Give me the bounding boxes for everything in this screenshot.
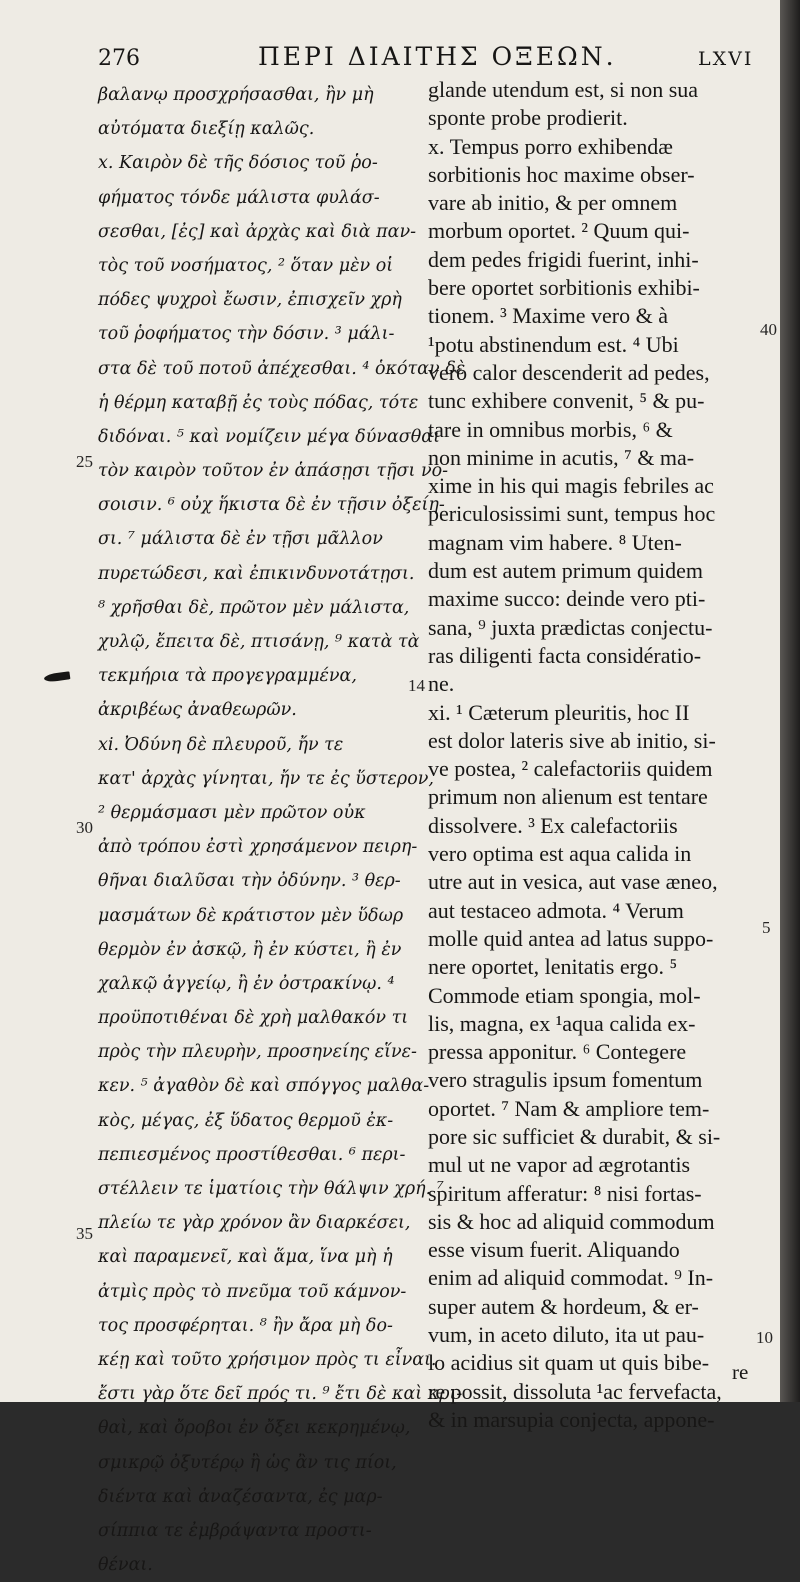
greek-line: τος προσφέρηται. ⁸ ἢν ἄρα μὴ δο- — [98, 1315, 393, 1336]
greek-line: φήματος τόνδε μάλιστα φυλάσ- — [98, 187, 380, 208]
latin-line: periculosissimi sunt, tempus hoc — [428, 501, 716, 527]
greek-line: χαλκῷ ἀγγείῳ, ἢ ἐν ὀστρακίνῳ. ⁴ — [98, 973, 395, 994]
latin-line: bere oportet sorbitionis exhibi- — [428, 275, 700, 301]
latin-line: spiritum afferatur: ⁸ nisi fortas- — [428, 1180, 702, 1206]
latin-line: sorbitionis hoc maxime obser- — [428, 161, 695, 187]
latin-line: lo acidius sit quam ut quis bibe- — [428, 1350, 710, 1376]
greek-line: κέῃ καὶ τοῦτο χρήσιμον πρὸς τι εἶναι. — [98, 1349, 437, 1370]
latin-line: x. Tempus porro exhibendæ — [428, 133, 673, 159]
greek-line: σμικρῷ ὀξυτέρῳ ἢ ὡς ἂν τις πίοι, — [98, 1452, 397, 1473]
greek-line: διέντα καὶ ἀναζέσαντα, ἐς μαρ- — [98, 1486, 383, 1507]
line-number-25: 25 — [76, 452, 93, 471]
greek-line: ἔστι γὰρ ὅτε δεῖ πρός τι. ⁹ ἔτι δὲ καὶ κρι- — [98, 1384, 463, 1405]
greek-line: χυλῷ, ἔπειτα δὲ, πτισάνῃ, ⁹ κατὰ τὰ — [98, 632, 420, 652]
latin-line: tare in omnibus morbis, ⁶ & — [428, 416, 673, 442]
greek-line: τὸν καιρὸν τοῦτον ἐν ἁπάσῃσι τῇσι νο- — [98, 461, 449, 482]
latin-line: utre aut in vesica, aut vase æneo, — [428, 869, 718, 895]
folio-tag: LXVI — [698, 48, 754, 70]
greek-line: στέλλειν τε ἱματίοις τὴν θάλψιν χρή. ⁷ — [98, 1179, 444, 1199]
line-number-5: 5 — [762, 918, 771, 937]
latin-line: super autem & hordeum, & er- — [428, 1293, 699, 1319]
greek-line: x. Καιρὸν δὲ τῆς δόσιος τοῦ ῥο- — [98, 153, 378, 174]
latin-line: vero calor descenderit ad pedes, — [428, 359, 710, 385]
latin-line: ve postea, ² calefactoriis quidem — [428, 756, 713, 782]
latin-line: primum non alienum est tentare — [428, 784, 708, 810]
latin-line: ¹potu abstinendum est. ⁴ Ubi — [428, 331, 679, 357]
greek-line: θέναι. — [98, 1555, 153, 1576]
latin-line: vum, in aceto diluto, ita ut pau- — [428, 1322, 705, 1348]
page-edge-shadow — [780, 0, 800, 1402]
latin-line: magnam vim habere. ⁸ Uten- — [428, 529, 682, 555]
greek-line: τοῦ ῥοφήματος τὴν δόσιν. ³ μάλι- — [98, 324, 395, 345]
greek-line: θαὶ, καὶ ὄροβοι ἐν ὄξει κεκρημένῳ, — [98, 1418, 411, 1439]
latin-line: tionem. ³ Maxime vero & à — [428, 303, 668, 329]
latin-line: aut testaceo admota. ⁴ Verum — [428, 897, 684, 923]
latin-line: enim ad aliquid commodat. ⁹ In- — [428, 1265, 714, 1291]
latin-line: vero optima est aqua calida in — [428, 841, 692, 867]
latin-line: & in marsupia conjecta, appone- — [428, 1406, 715, 1432]
latin-line: maxime succo: deinde vero pti- — [428, 586, 706, 612]
greek-line: διδόναι. ⁵ καὶ νομίζειν μέγα δύνασθαι — [98, 426, 440, 447]
running-title: ΠΕΡΙ ΔΙΑΙΤΗΣ ΟΞΕΩΝ. — [258, 42, 617, 71]
greek-line: ἀκριβέως ἀναθεωρῶν. — [98, 700, 297, 721]
greek-line: ² θερμάσμασι μὲν πρῶτον οὐκ — [98, 802, 366, 823]
greek-line: ⁸ χρῆσθαι δὲ, πρῶτον μὲν μάλιστα, — [98, 597, 410, 618]
latin-line: est dolor lateris sive ab initio, si- — [428, 727, 716, 753]
greek-line: πεπιεσμένος προστίθεσθαι. ⁶ περι- — [98, 1144, 406, 1165]
latin-line: dissolvere. ³ Ex calefactoriis — [428, 812, 678, 838]
greek-line: πόδες ψυχροὶ ἔωσιν, ἐπισχεῖν χρὴ — [98, 290, 402, 311]
latin-line: sis & hoc ad aliquid commodum — [428, 1208, 715, 1234]
latin-line: vare ab initio, & per omnem — [428, 190, 678, 216]
greek-line: προϋποτιθέναι δὲ χρὴ μαλθακόν τι — [98, 1008, 409, 1029]
line-number-40: 40 — [760, 320, 777, 339]
page-header — [98, 40, 798, 74]
latin-line: molle quid antea ad latus suppo- — [428, 925, 714, 951]
greek-line: σίππια τε ἐμβράψαντα προστι- — [98, 1520, 372, 1541]
greek-line: πυρετώδεσι, καὶ ἐπικινδυνοτάτῃσι. — [98, 563, 415, 584]
greek-line: μασμάτων δὲ κράτιστον μὲν ὕδωρ — [98, 905, 404, 926]
latin-line: vero stragulis ipsum fomentum — [428, 1067, 703, 1093]
greek-line: κεν. ⁵ ἀγαθὸν δὲ καὶ σπόγγος μαλθα- — [98, 1076, 430, 1097]
latin-line: Commode etiam spongia, mol- — [428, 982, 701, 1008]
line-number-14: 14 — [408, 676, 425, 695]
latin-line: sana, ⁹ juxta prædictas conjectu- — [428, 614, 713, 640]
latin-line: non minime in acutis, ⁷ & ma- — [428, 444, 695, 470]
greek-line: κατ' ἀρχὰς γίνηται, ἤν τε ἐς ὕστερον, — [98, 768, 434, 789]
greek-line: τὸς τοῦ νοσήματος, ² ὅταν μὲν οἱ — [98, 255, 394, 276]
greek-line: στα δὲ τοῦ ποτοῦ ἀπέχεσθαι. ⁴ ὁκόταν δὲ — [98, 358, 466, 379]
line-number-10: 10 — [756, 1328, 773, 1347]
latin-line: morbum oportet. ² Quum qui- — [428, 218, 690, 244]
greek-line: πρὸς τὴν πλευρὴν, προσηνείης εἵνε- — [98, 1042, 417, 1063]
page-number: 276 — [98, 46, 140, 71]
latin-line: dum est autem primum quidem — [428, 558, 703, 584]
line-number-35: 35 — [76, 1224, 93, 1243]
greek-line: ἀπὸ τρόπου ἐστὶ χρησάμενον πειρη- — [98, 837, 418, 858]
line-number-30: 30 — [76, 818, 93, 837]
greek-line: κὸς, μέγας, ἐξ ὕδατος θερμοῦ ἐκ- — [98, 1110, 394, 1131]
greek-line: θερμὸν ἐν ἀσκῷ, ἢ ἐν κύστει, ἢ ἐν — [98, 939, 402, 960]
greek-line: πλείω τε γὰρ χρόνον ἂν διαρκέσει, — [98, 1213, 411, 1234]
latin-line: dem pedes frigidi fuerint, inhi- — [428, 246, 699, 272]
greek-line: ἡ θέρμη καταβῇ ἐς τοὺς πόδας, τότε — [98, 392, 419, 413]
latin-line: lis, magna, ex ¹aqua calida ex- — [428, 1010, 696, 1036]
latin-line: oportet. ⁷ Nam & ampliore tem- — [428, 1095, 710, 1121]
latin-text-column — [428, 76, 768, 1434]
greek-line: xi. Ὀδύνη δὲ πλευροῦ, ἤν τε — [98, 734, 344, 755]
latin-line: mul ut ne vapor ad ægrotantis — [428, 1152, 691, 1178]
latin-line: re possit, dissoluta ¹ac fervefacta, — [428, 1378, 722, 1404]
latin-line: ras diligenti facta considératio- — [428, 642, 702, 668]
latin-line: esse visum fuerit. Aliquando — [428, 1237, 680, 1263]
greek-line: θῆναι διαλῦσαι τὴν ὀδύνην. ³ θερ- — [98, 871, 401, 892]
latin-line: pressa apponitur. ⁶ Contegere — [428, 1039, 687, 1065]
greek-line: βαλανῳ προσχρήσασθαι, ἢν μὴ — [98, 85, 374, 105]
margin-pointer-mark — [44, 671, 71, 683]
greek-line: καὶ παραμενεῖ, καὶ ἅμα, ἵνα μὴ ἡ — [98, 1247, 393, 1268]
catchword: re — [732, 1360, 749, 1384]
greek-line: ἀτμὶς πρὸς τὸ πνεῦμα τοῦ κάμνον- — [98, 1281, 407, 1302]
greek-line: αὐτόματα διεξίῃ καλῶς. — [98, 119, 315, 140]
greek-line: τεκμήρια τὰ προγεγραμμένα, — [98, 666, 357, 687]
latin-line: ne. — [428, 671, 455, 697]
greek-line: σεσθαι, [ἐς] καὶ ἀρχὰς καὶ διὰ παν- — [98, 221, 417, 242]
latin-line: glande utendum est, si non sua — [428, 77, 699, 102]
latin-line: nere oportet, lenitatis ergo. ⁵ — [428, 954, 678, 980]
latin-line: tunc exhibere convenit, ⁵ & pu- — [428, 388, 705, 414]
latin-line: sponte probe prodierit. — [428, 105, 628, 131]
latin-line: xi. ¹ Cæterum pleuritis, hoc II — [428, 699, 690, 725]
latin-line: pore sic sufficiet & durabit, & si- — [428, 1123, 721, 1149]
latin-line: xime in his qui magis febriles ac — [428, 473, 714, 499]
greek-line: σοισιν. ⁶ οὐχ ἥκιστα δὲ ἐν τῇσιν ὀξείῃ- — [98, 495, 445, 516]
greek-line: σι. ⁷ μάλιστα δὲ ἐν τῇσι μᾶλλον — [98, 529, 383, 550]
